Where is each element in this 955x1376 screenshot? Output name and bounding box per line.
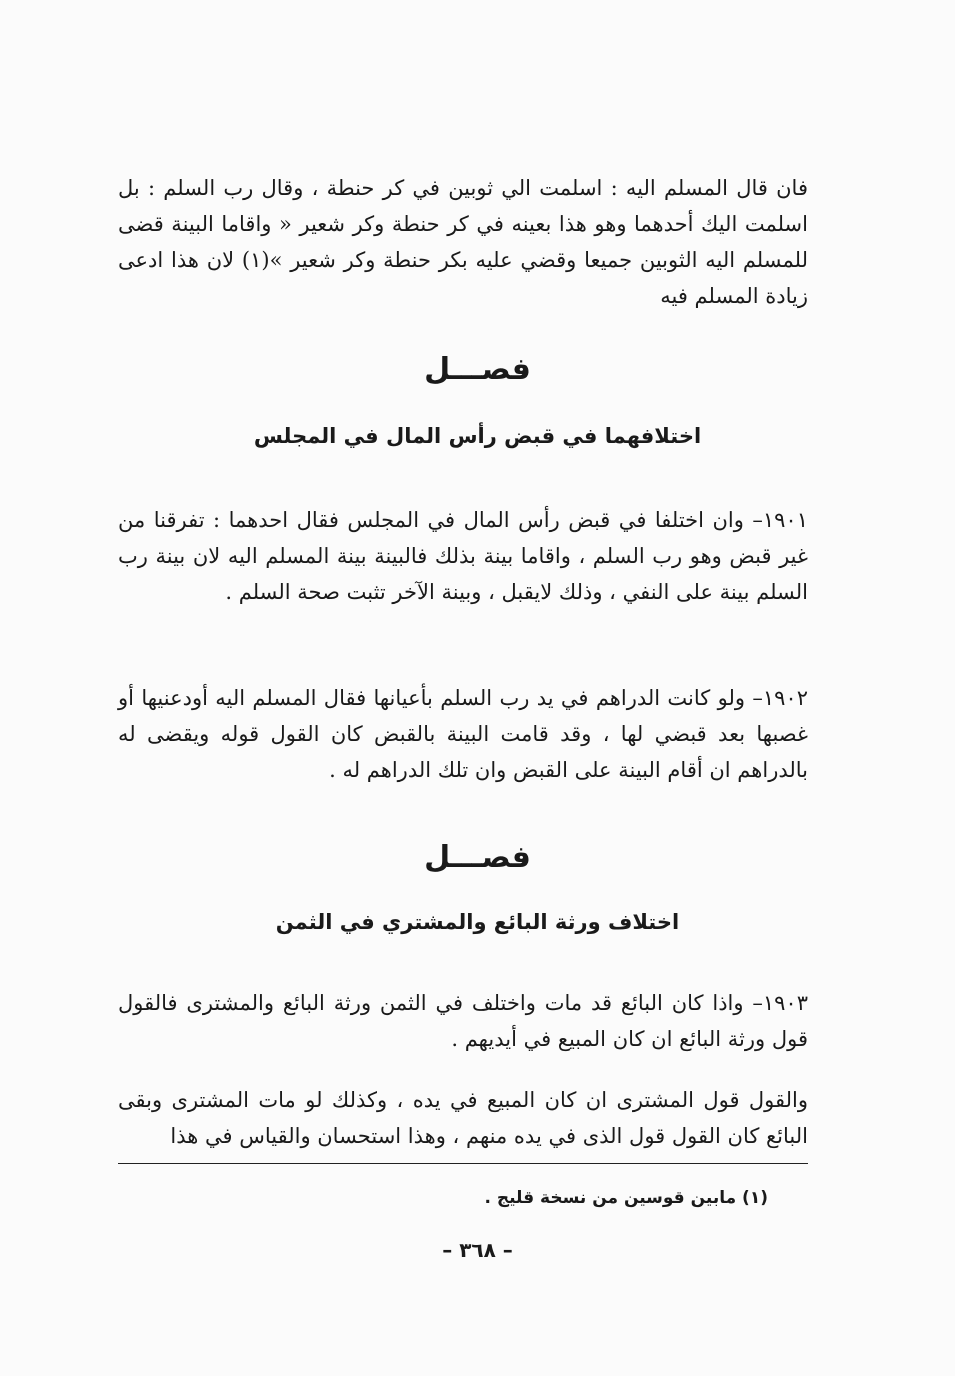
page-number: – ٣٦٨ – (442, 1238, 513, 1262)
section-heading-fasl-2: فصـــل (424, 840, 531, 875)
paragraph-intro: فان قال المسلم اليه : اسلمت الي ثوبين في كر حنطة ، وقال رب السلم : بل اسلمت اليك أحدهما وهو هذا بعينه في كر حنطة وكر شعير « واقاما البينة قضى للمسلم اليه الثوبين جميعا وقضي عليه بكر حنطة وكر شعير »(١) لان هذا ادعى زيادة المسلم فيه (118, 176, 808, 308)
footnote: (١) مابين قوسين من نسخة قليج . (484, 1188, 768, 1208)
paragraph-continuation: والقول قول المشترى ان كان المبيع في يده ، وكذلك لو مات المشترى وبقى البائع كان القول قول الذى في يده منهم ، وهذا استحسان والقياس في هذا (118, 1088, 808, 1148)
paragraph-1902: ١٩٠٢– ولو كانت الدراهم في يد رب السلم بأعيانها فقال المسلم اليه أودعنيها أو غصبها بعد قبضي لها ، وقد قامت البينة بالقبض كان القول قوله ويقضى له بالدراهم ان أقام البينة على القبض وان تلك الدراهم له . (118, 686, 808, 782)
paragraph-1901: ١٩٠١– وان اختلفا في قبض رأس المال في المجلس فقال احدهما : تفرقنا من غير قبض وهو رب السلم ، واقاما بينة بذلك فالبينة بينة المسلم اليه لان بينة رب السلم بينة على النفي ، وذلك لايقبل ، وبينة الآخر تثبت صحة السلم . (118, 508, 808, 604)
section-subheading-2: اختلاف ورثة البائع والمشتري في الثمن (275, 910, 680, 934)
section-subheading-1: اختلافهما في قبض رأس المال في المجلس (253, 424, 702, 448)
footnote-divider (118, 1163, 808, 1164)
paragraph-1903: ١٩٠٣– واذا كان البائع قد مات واختلف في الثمن ورثة البائع والمشترى فالقول قول ورثة البائع ان كان المبيع في أيديهم . (118, 991, 808, 1051)
section-heading-fasl-1: فصـــل (424, 352, 531, 387)
